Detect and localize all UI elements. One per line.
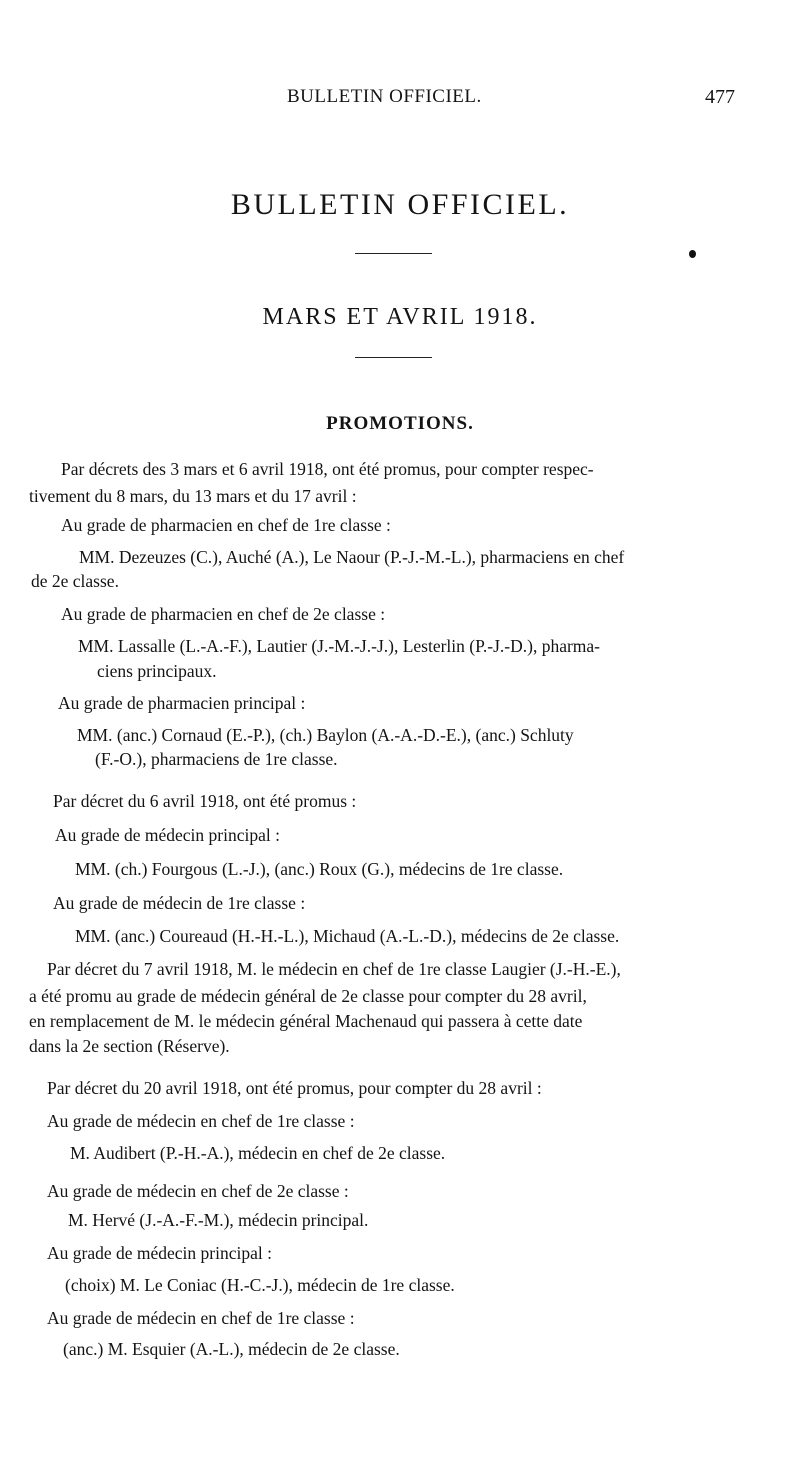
text-line: M. Audibert (P.-H.-A.), médecin en chef de 2e classe.	[70, 1143, 446, 1163]
text-line: MM. (anc.) Coureaud (H.-H.-L.), Michaud (A.-L.-D.), médecins de 2e classe.	[75, 926, 620, 946]
text-line: a été promu au grade de médecin général de 2e classe pour compter du 28 avril,	[29, 986, 587, 1006]
text-line: (F.-O.), pharmaciens de 1re classe.	[95, 749, 338, 769]
text-line: Au grade de médecin en chef de 2e classe :	[47, 1181, 349, 1201]
text-line: Au grade de médecin de 1re classe :	[53, 893, 306, 913]
text-line: Au grade de pharmacien en chef de 1re classe :	[61, 515, 391, 535]
page-number: 477	[705, 86, 735, 108]
text-line: de 2e classe.	[31, 571, 119, 591]
text-line: M. Hervé (J.-A.-F.-M.), médecin principal.	[68, 1210, 369, 1230]
text-line: en remplacement de M. le médecin général Machenaud qui passera à cette date	[29, 1011, 583, 1031]
text-line: Par décrets des 3 mars et 6 avril 1918, ont été promus, pour compter respec-	[61, 459, 594, 479]
text-line: Au grade de médecin en chef de 1re classe :	[47, 1308, 355, 1328]
text-line: Au grade de pharmacien en chef de 2e classe :	[61, 604, 386, 624]
text-line: Au grade de médecin principal :	[47, 1243, 272, 1263]
text-line: (choix) M. Le Coniac (H.-C.-J.), médecin de 1re classe.	[65, 1275, 455, 1295]
text-line: dans la 2e section (Réserve).	[29, 1036, 230, 1056]
document-subtitle: MARS ET AVRIL 1918.	[262, 304, 538, 330]
running-title: BULLETIN OFFICIEL.	[287, 86, 482, 107]
text-line: Par décret du 6 avril 1918, ont été promus :	[53, 791, 357, 811]
text-line: Au grade de médecin principal :	[55, 825, 280, 845]
text-line: MM. (anc.) Cornaud (E.-P.), (ch.) Baylon (A.-A.-D.-E.), (anc.) Schluty	[77, 725, 574, 745]
text-line: Par décret du 7 avril 1918, M. le médecin en chef de 1re classe Laugier (J.-H.-E.),	[47, 959, 621, 979]
text-line: Au grade de pharmacien principal :	[58, 693, 306, 713]
text-line: (anc.) M. Esquier (A.-L.), médecin de 2e classe.	[63, 1339, 400, 1359]
running-header	[0, 86, 800, 114]
document-title: BULLETIN OFFICIEL.	[230, 188, 570, 221]
section-heading: PROMOTIONS.	[326, 413, 474, 434]
divider	[355, 253, 432, 254]
text-line: MM. Dezeuzes (C.), Auché (A.), Le Naour (P.-J.-M.-L.), pharmaciens en chef	[79, 547, 625, 567]
text-line: Par décret du 20 avril 1918, ont été promus, pour compter du 28 avril :	[47, 1078, 542, 1098]
ink-speck	[689, 250, 696, 258]
text-line: ciens principaux.	[97, 661, 217, 681]
text-line: Au grade de médecin en chef de 1re classe :	[47, 1111, 355, 1131]
text-line: tivement du 8 mars, du 13 mars et du 17 avril :	[29, 486, 357, 506]
divider	[355, 357, 432, 358]
text-line: MM. (ch.) Fourgous (L.-J.), (anc.) Roux (G.), médecins de 1re classe.	[75, 859, 564, 879]
text-line: MM. Lassalle (L.-A.-F.), Lautier (J.-M.-J.-J.), Lesterlin (P.-J.-D.), pharma-	[78, 636, 601, 656]
